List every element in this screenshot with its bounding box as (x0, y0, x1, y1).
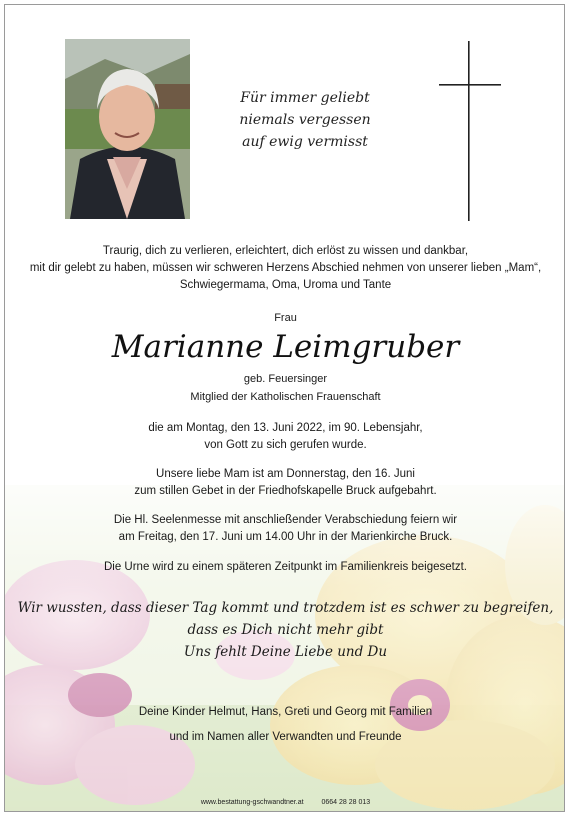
mass-line: am Freitag, den 17. Juni um 14.00 Uhr in der Marienkirche Bruck. (118, 531, 453, 543)
quote-line: Wir wussten, dass dieser Tag kommt und trotzdem ist es schwer zu begreifen, (17, 600, 554, 616)
intro-line: Traurig, dich zu verlieren, erleichtert, dich erlöst zu wissen und dankbar, (102, 245, 469, 257)
motto-line: Für immer geliebt (240, 90, 370, 106)
wake-line: Unsere liebe Mam ist am Donnerstag, den 16. Juni (156, 468, 415, 480)
salutation: Frau (274, 312, 297, 324)
wake-notice (5, 466, 565, 500)
death-line: von Gott zu sich gerufen wurde. (204, 439, 367, 451)
mass-notice (5, 512, 565, 546)
footer-phone: 0664 28 28 013 (321, 799, 371, 806)
footer-website[interactable]: www.bestattung-gschwandtner.at (200, 799, 304, 806)
quote-line: Uns fehlt Deine Liebe und Du (183, 644, 388, 660)
motto-line: niemals vergessen (239, 112, 371, 128)
intro-line: Schwiegermama, Oma, Uroma und Tante (179, 279, 392, 291)
mourners-line: und im Namen aller Verwandten und Freunde (169, 731, 402, 743)
quote-line: dass es Dich nicht mehr gibt (187, 622, 384, 638)
obituary-card (4, 4, 565, 812)
intro-text (5, 243, 565, 294)
motto (230, 87, 380, 153)
intro-line: mit dir gelebt zu haben, müssen wir schweren Herzens Abschied nehmen von unserer lieben „Mam“, (29, 262, 542, 274)
death-line: die am Montag, den 13. Juni 2022, im 90. Lebensjahr, (148, 422, 423, 434)
mass-line: Die Hl. Seelenmesse mit anschließender Verabschiedung feiern wir (113, 514, 458, 526)
urn-line: Die Urne wird zu einem späteren Zeitpunkt im Familienkreis beigesetzt. (103, 561, 468, 573)
deceased-details (5, 370, 565, 406)
motto-line: auf ewig vermisst (242, 134, 368, 150)
deceased-name: Marianne Leimgruber (111, 329, 460, 365)
farewell-quote (5, 597, 565, 663)
birth-name: geb. Feuersinger (243, 373, 328, 385)
membership: Mitglied der Katholischen Frauenschaft (190, 391, 381, 403)
death-notice (5, 420, 565, 454)
portrait-photo (65, 39, 190, 219)
urn-notice (5, 559, 565, 576)
cross-icon (439, 41, 501, 221)
mourners (5, 704, 565, 746)
mourners-line: Deine Kinder Helmut, Hans, Greti und Georg mit Familien (138, 706, 433, 718)
footer (5, 799, 565, 806)
wake-line: zum stillen Gebet in der Friedhofskapelle Bruck aufgebahrt. (134, 485, 437, 497)
